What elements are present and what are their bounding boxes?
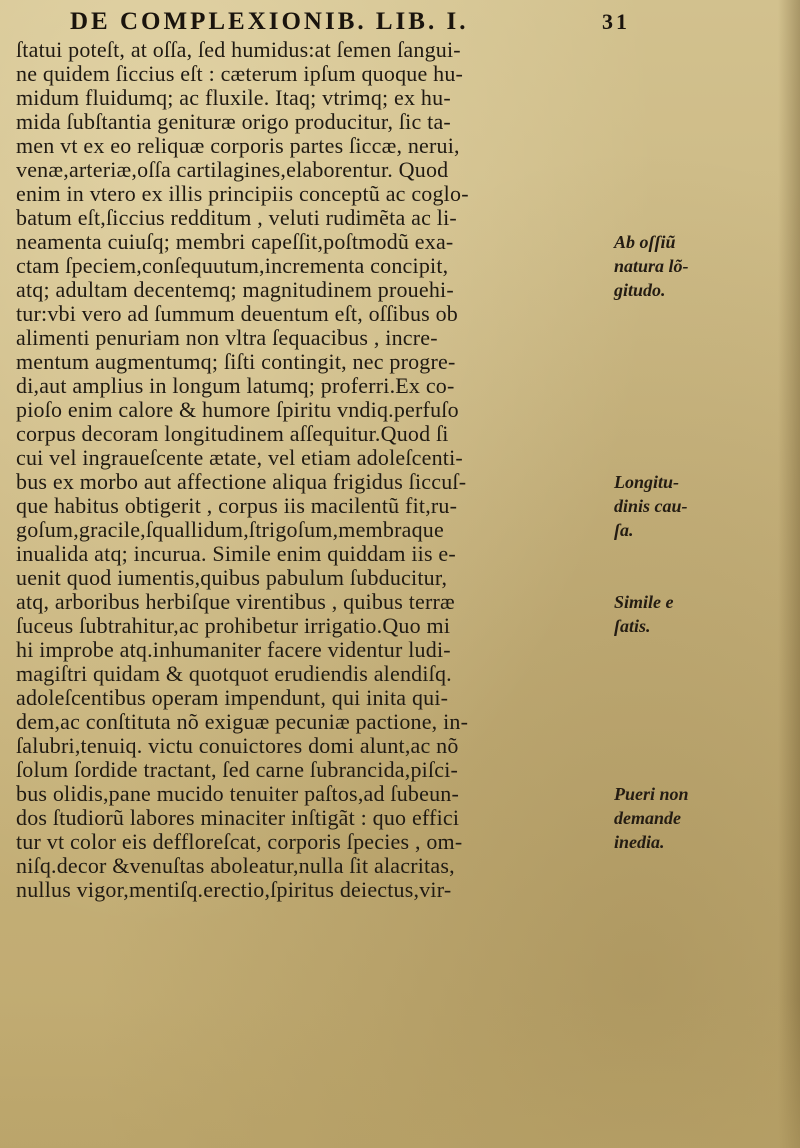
margin-note: Ab oſſiũ (614, 232, 676, 252)
margin-note (614, 398, 794, 422)
margin-note (614, 638, 794, 662)
margin-note (614, 206, 794, 230)
margin-note (614, 854, 794, 878)
text-line: bus olidis,pane mucido tenuiter paſtos,ad ſubeun- (16, 781, 459, 806)
text-line: di,aut amplius in longum latumq; proferri.Ex co- (16, 373, 455, 398)
margin-note: ſatis. (614, 616, 651, 636)
margin-note (614, 158, 794, 182)
text-line: ſtatui poteſt, at oſſa, ſed humidus:at ſemen ſangui- (16, 37, 461, 62)
text-line: tur vt color eis deffloreſcat, corporis ſpecies , om- (16, 829, 463, 854)
text-line: cui vel ingraueſcente ætate, vel etiam adoleſcenti- (16, 445, 463, 470)
margin-note: Longitu- (614, 472, 680, 492)
margin-note (614, 446, 794, 470)
margin-note (614, 302, 794, 326)
margin-note (614, 686, 794, 710)
margin-note: natura lõ- (614, 256, 689, 276)
margin-note (614, 878, 794, 902)
text-line: men vt ex eo reliquæ corporis partes ſiccæ, nerui, (16, 133, 460, 158)
margin-note (614, 710, 794, 734)
margin-note (614, 350, 794, 374)
text-line: corpus decoram longitudinem aſſequitur.Quod ſi (16, 421, 449, 446)
text-line: tur:vbi vero ad ſummum deuentum eſt, oſſibus ob (16, 301, 459, 326)
margin-note: gitudo. (614, 280, 666, 300)
text-line: atq; adultam decentemq; magnitudinem prouehi- (16, 277, 454, 302)
text-line: ſolum ſordide tractant, ſed carne ſubrancida,piſci- (16, 757, 459, 782)
margin-note: dinis cau- (614, 496, 688, 516)
margin-note: demande (614, 808, 681, 828)
text-line: midum fluidumq; ac fluxile. Itaq; vtrimq; ex hu- (16, 85, 451, 110)
text-line: ctam ſpeciem,conſequutum,incrementa concipit, (16, 253, 449, 278)
text-line: dem,ac conſtituta nõ exiguæ pecuniæ pactione, in- (16, 709, 469, 734)
page-number: 31 (602, 9, 630, 34)
text-line: ne quidem ſiccius eſt : cæterum ipſum quoque hu- (16, 61, 464, 86)
text-line: bus ex morbo aut affectione aliqua frigidus ſiccuſ- (16, 469, 467, 494)
margin-note: ſa. (614, 520, 634, 540)
page-header (70, 6, 630, 38)
margin-notes (614, 38, 794, 902)
text-line: adoleſcentibus operam impendunt, qui inita qui- (16, 685, 449, 710)
text-line: hi improbe atq.inhumaniter facere videntur ludi- (16, 637, 451, 662)
margin-note (614, 86, 794, 110)
text-line: magiſtri quidam & quotquot erudiendis alendiſq. (16, 661, 452, 686)
text-line: enim in vtero ex illis principiis conceptũ ac coglo- (16, 181, 469, 206)
text-line: uenit quod iumentis,quibus pabulum ſubducitur, (16, 565, 448, 590)
text-line: neamenta cuiuſq; membri capeſſit,poſtmodũ exa- (16, 229, 454, 254)
margin-note: inedia. (614, 832, 665, 852)
text-line: dos ſtudiorũ labores minaciter inſtigãt : quo effici (16, 805, 460, 830)
text-line: que habitus obtigerit , corpus iis macilentũ fit,ru- (16, 493, 458, 518)
margin-note (614, 662, 794, 686)
margin-note (614, 734, 794, 758)
text-line: inualida atq; incurua. Simile enim quiddam iis e- (16, 541, 456, 566)
text-line: ſuceus ſubtrahitur,ac prohibetur irrigatio.Quo mi (16, 613, 451, 638)
text-line: niſq.decor &venuſtas aboleatur,nulla ſit alacritas, (16, 853, 455, 878)
margin-note (614, 422, 794, 446)
margin-note (614, 542, 794, 566)
text-line: mentum augmentumq; ſiſti contingit, nec progre- (16, 349, 456, 374)
margin-note (614, 326, 794, 350)
page-bottom-fade (0, 1000, 800, 1148)
running-head: DE COMPLEXIONIB. LIB. I. (70, 8, 469, 35)
margin-note (614, 182, 794, 206)
margin-note (614, 374, 794, 398)
text-line: ſalubri,tenuiq. victu conuictores domi alunt,ac nõ (16, 733, 459, 758)
margin-note (614, 134, 794, 158)
text-line: goſum,gracile,ſquallidum,ſtrigoſum,membraque (16, 517, 444, 542)
margin-note: Pueri non (614, 784, 689, 804)
text-line: mida ſubſtantia genituræ origo producitur, ſic ta- (16, 109, 451, 134)
margin-note (614, 566, 794, 590)
text-line: nullus vigor,mentiſq.erectio,ſpiritus deiectus,vir- (16, 877, 452, 902)
margin-note (614, 110, 794, 134)
margin-note (614, 62, 794, 86)
text-line: alimenti penuriam non vltra ſequacibus , incre- (16, 325, 438, 350)
margin-note (614, 38, 794, 62)
margin-note: Simile e (614, 592, 674, 612)
text-line: atq, arboribus herbiſque virentibus , quibus terræ (16, 589, 455, 614)
margin-note (614, 758, 794, 782)
page-edge-shadow (778, 0, 800, 1148)
body-text (16, 38, 616, 902)
text-line: pioſo enim calore & humore ſpiritu vndiq.perfuſo (16, 397, 459, 422)
text-line: batum eſt,ſiccius redditum , veluti rudimẽta ac li- (16, 205, 457, 230)
text-line: venæ,arteriæ,oſſa cartilagines,elaborentur. Quod (16, 157, 449, 182)
